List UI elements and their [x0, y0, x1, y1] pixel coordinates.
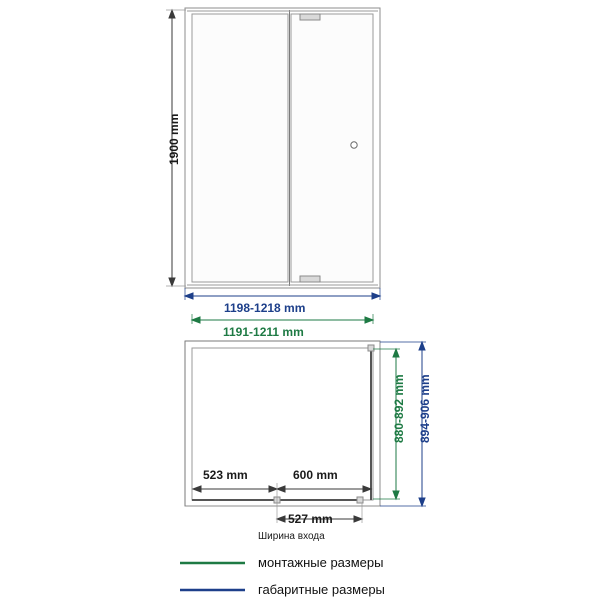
legend-lines	[180, 563, 245, 590]
front-width-outer-label: 1198-1218 mm	[224, 301, 306, 315]
front-height-label: 1900 mm	[167, 113, 181, 165]
front-view-group	[185, 8, 380, 288]
top-segment-right-label: 600 mm	[293, 468, 338, 482]
top-depth-inner-label: 880-892 mm	[392, 374, 406, 443]
entry-width-label: 527 mm	[288, 512, 333, 526]
front-width-inner-dimension	[192, 314, 373, 324]
legend-item-overall-dimensions: габаритные размеры	[258, 582, 385, 597]
legend-item-mounting-dimensions: монтажные размеры	[258, 555, 384, 570]
top-segment-left-label: 523 mm	[203, 468, 248, 482]
entry-caption: Ширина входа	[258, 531, 325, 542]
front-width-outer-dimension	[185, 288, 380, 300]
front-width-inner-label: 1191-1211 mm	[223, 325, 304, 339]
top-depth-outer-label: 894-906 mm	[418, 374, 432, 443]
